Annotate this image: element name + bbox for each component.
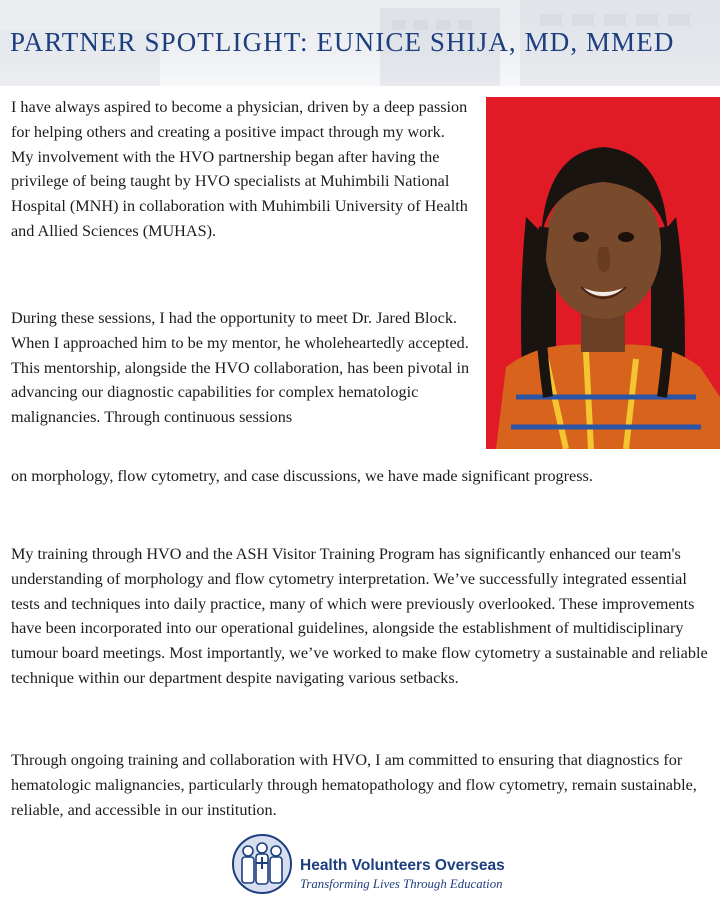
- paragraph-4-text: Through ongoing training and collaboration with HVO, I am committed to ensuring that diagnostics for hematologic malignancies, particularly through hematopathology and flow cytometry, remain sustainable, reliable, and accessible in our institution.: [11, 751, 697, 819]
- logo-tagline: Transforming Lives Through Education: [300, 877, 503, 891]
- header-banner: [0, 0, 720, 86]
- page-title: PARTNER SPOTLIGHT: EUNICE SHIJA, MD, MMED: [10, 27, 675, 57]
- paragraph-2-text: During these sessions, I had the opportunity to meet Dr. Jared Block. When I approached him to be my mentor, he wholeheartedly accepted. This mentorship, alongside the HVO collaboration, has been pivotal in advancing our diagnostic capabilities for complex hematologic malignancies. Through continuous sessions: [11, 309, 470, 427]
- commitment-paragraph: [11, 748, 711, 822]
- paragraph-2-continued-text: on morphology, flow cytometry, and case discussions, we have made significant progress.: [11, 467, 593, 485]
- hvo-emblem-icon: [226, 833, 298, 895]
- hvo-logo: [226, 833, 516, 895]
- paragraph-1-text: I have always aspired to become a physician, driven by a deep passion for helping others and creating a positive impact through my work. My involvement with the HVO partnership began after having the privilege of being taught by HVO specialists at Muhimbili National Hospital (MNH) in collaboration with Muhimbili University of Health and Allied Sciences (MUHAS).: [11, 98, 468, 240]
- paragraph-3-text: My training through HVO and the ASH Visitor Training Program has significantly enhanced our team's understanding of morphology and flow cytometry interpretation. We’ve successfully integrated essential tests and techniques into daily practice, many of which were previously overlooked. These improvements have been incorporated into our operational guidelines, alongside the establishment of multidisciplinary tumour board meetings. Most importantly, we’ve worked to make flow cytometry a sustainable and reliable technique within our department despite navigating various setbacks.: [11, 545, 708, 687]
- mentorship-paragraph-continued: [11, 464, 711, 489]
- mentorship-paragraph: [11, 306, 471, 430]
- portrait-photo: [486, 97, 720, 449]
- training-paragraph: [11, 542, 711, 691]
- intro-paragraph: [11, 95, 471, 244]
- logo-organization-name: Health Volunteers Overseas: [300, 857, 505, 874]
- portrait-illustration: [486, 97, 720, 449]
